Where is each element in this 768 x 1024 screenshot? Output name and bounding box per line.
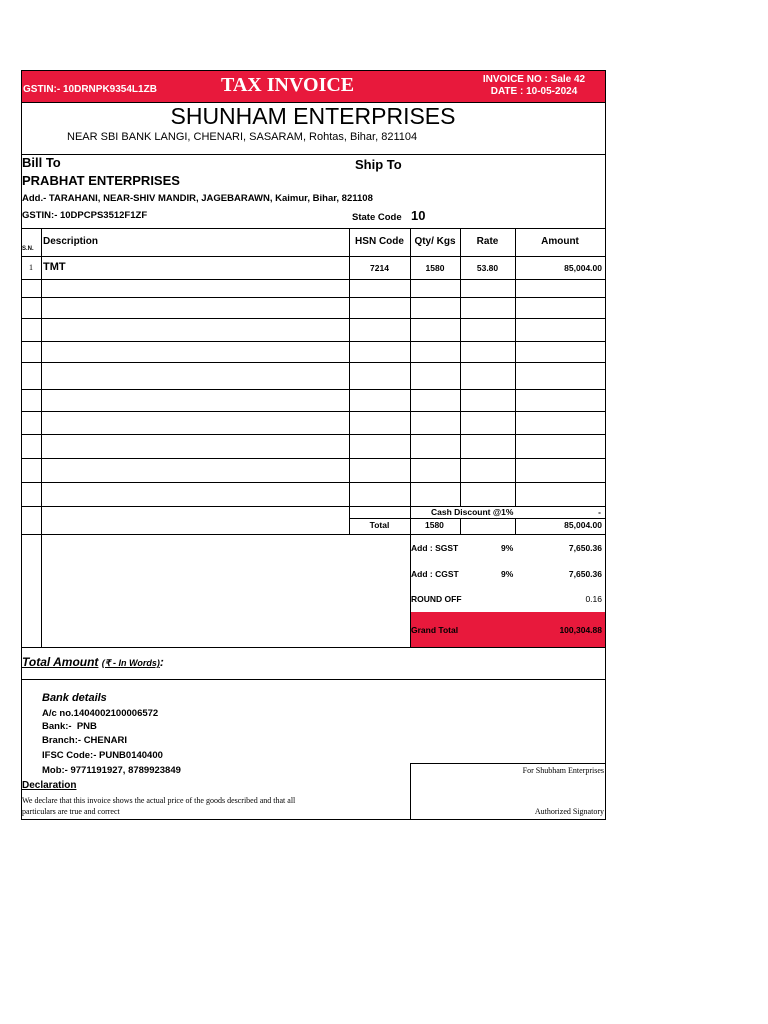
state-code-label: State Code	[352, 212, 402, 223]
total-amount: 85,004.00	[564, 520, 602, 530]
sgst-value: 7,650.36	[568, 543, 602, 553]
col-sn-right	[41, 228, 42, 647]
company-divider	[21, 154, 605, 155]
table-row-line	[21, 362, 605, 363]
round-off-label: ROUND OFF	[411, 594, 462, 604]
frame-bottom	[21, 819, 605, 820]
col-header-sn: S.N.	[22, 246, 34, 252]
col-rate-right	[515, 228, 516, 506]
col-header-hsn: HSN Code	[355, 236, 404, 247]
col-header-qty: Qty/ Kgs	[414, 236, 456, 247]
table-row-line	[21, 506, 605, 507]
frame-right	[605, 70, 606, 820]
sgst-rate: 9%	[501, 543, 514, 553]
row1-description: TMT	[43, 261, 66, 273]
table-row-line	[21, 318, 605, 319]
frame-top	[21, 70, 605, 71]
cgst-label: Add : CGST	[411, 569, 459, 579]
state-code-value: 10	[411, 208, 426, 223]
col-rate-right-total	[515, 518, 516, 534]
bank-ifsc: IFSC Code:- PUNB0140400	[42, 750, 163, 761]
signature-box-top	[410, 763, 605, 764]
bank-account: A/c no.1404002100006572	[42, 708, 159, 719]
col-hsn-right	[410, 228, 411, 647]
tax-section-bottom	[21, 647, 605, 648]
customer-address: Add.- TARAHANI, NEAR-SHIV MANDIR, JAGEBARAWN, Kaimur, Bihar, 821108	[22, 193, 373, 204]
declaration-line1: We declare that this invoice shows the actual price of the goods described and that all	[22, 796, 296, 805]
amount-in-words-colon: :	[159, 655, 164, 669]
row1-qty: 1580	[425, 263, 445, 273]
table-row-line	[21, 389, 605, 390]
declaration-title: Declaration	[22, 780, 77, 791]
company-name: SHUNHAM ENTERPRISES	[170, 103, 456, 129]
table-row-line	[21, 458, 605, 459]
col-header-amount: Amount	[541, 236, 579, 247]
bill-to-label: Bill To	[22, 155, 61, 170]
table-header-bottom	[21, 256, 605, 257]
declaration-line2: particulars are true and correct	[22, 807, 120, 816]
amount-in-words-sublabel: (₹ - In Words)	[101, 658, 160, 668]
table-row-line	[21, 482, 605, 483]
document-title: TAX INVOICE	[221, 74, 355, 96]
signature-authorized: Authorized Signatory	[534, 807, 604, 816]
amount-in-words-label: Total Amount	[22, 655, 99, 669]
table-row-line	[21, 411, 605, 412]
ship-to-label: Ship To	[355, 157, 402, 172]
row1-hsn: 7214	[370, 263, 389, 273]
col-header-rate: Rate	[476, 236, 499, 247]
signature-box-left	[410, 763, 411, 820]
table-row-line	[21, 279, 605, 280]
col-qty-right-total	[460, 518, 461, 534]
cgst-value: 7,650.36	[568, 569, 602, 579]
bank-mobile: Mob:- 9771191927, 8789923849	[42, 765, 181, 776]
header-divider	[21, 102, 605, 103]
total-line-bottom	[21, 534, 605, 535]
col-qty-right	[460, 228, 461, 506]
row1-amount: 85,004.00	[564, 263, 602, 273]
invoice-number: INVOICE NO : Sale 42	[482, 74, 586, 85]
total-label: Total	[369, 520, 390, 530]
table-row-line	[21, 297, 605, 298]
cgst-rate: 9%	[501, 569, 514, 579]
invoice-date: DATE : 10-05-2024	[490, 86, 578, 97]
cash-discount-value: -	[598, 507, 601, 517]
table-top	[21, 228, 605, 229]
sgst-label: Add : SGST	[411, 543, 459, 553]
grand-total-label: Grand Total	[411, 625, 459, 635]
frame-left	[21, 70, 22, 820]
round-off-value: 0.16	[585, 594, 602, 604]
signature-for: For Shubham Enterprises	[522, 766, 604, 775]
amount-in-words	[22, 655, 164, 669]
seller-gstin: GSTIN:- 10DRNPK9354L1ZB	[23, 84, 157, 95]
words-section-bottom	[21, 679, 605, 680]
row1-sn: 1	[29, 263, 33, 272]
total-line-top	[349, 518, 605, 519]
bank-branch: Branch:- CHENARI	[42, 735, 127, 746]
col-header-description: Description	[43, 236, 99, 247]
col-desc-right	[349, 228, 350, 534]
bank-name: Bank:- PNB	[42, 721, 97, 732]
total-qty: 1580	[425, 520, 444, 530]
customer-name: PRABHAT ENTERPRISES	[22, 173, 180, 188]
grand-total-value: 100,304.88	[559, 625, 602, 635]
bank-title: Bank details	[42, 692, 107, 704]
cash-discount-label: Cash Discount @1%	[431, 507, 514, 517]
customer-gstin: GSTIN:- 10DPCPS3512F1ZF	[22, 210, 148, 221]
table-row-line	[21, 341, 605, 342]
row1-rate: 53.80	[476, 263, 499, 273]
table-row-line	[21, 434, 605, 435]
company-address: NEAR SBI BANK LANGI, CHENARI, SASARAM, Rohtas, Bihar, 821104	[67, 131, 418, 143]
